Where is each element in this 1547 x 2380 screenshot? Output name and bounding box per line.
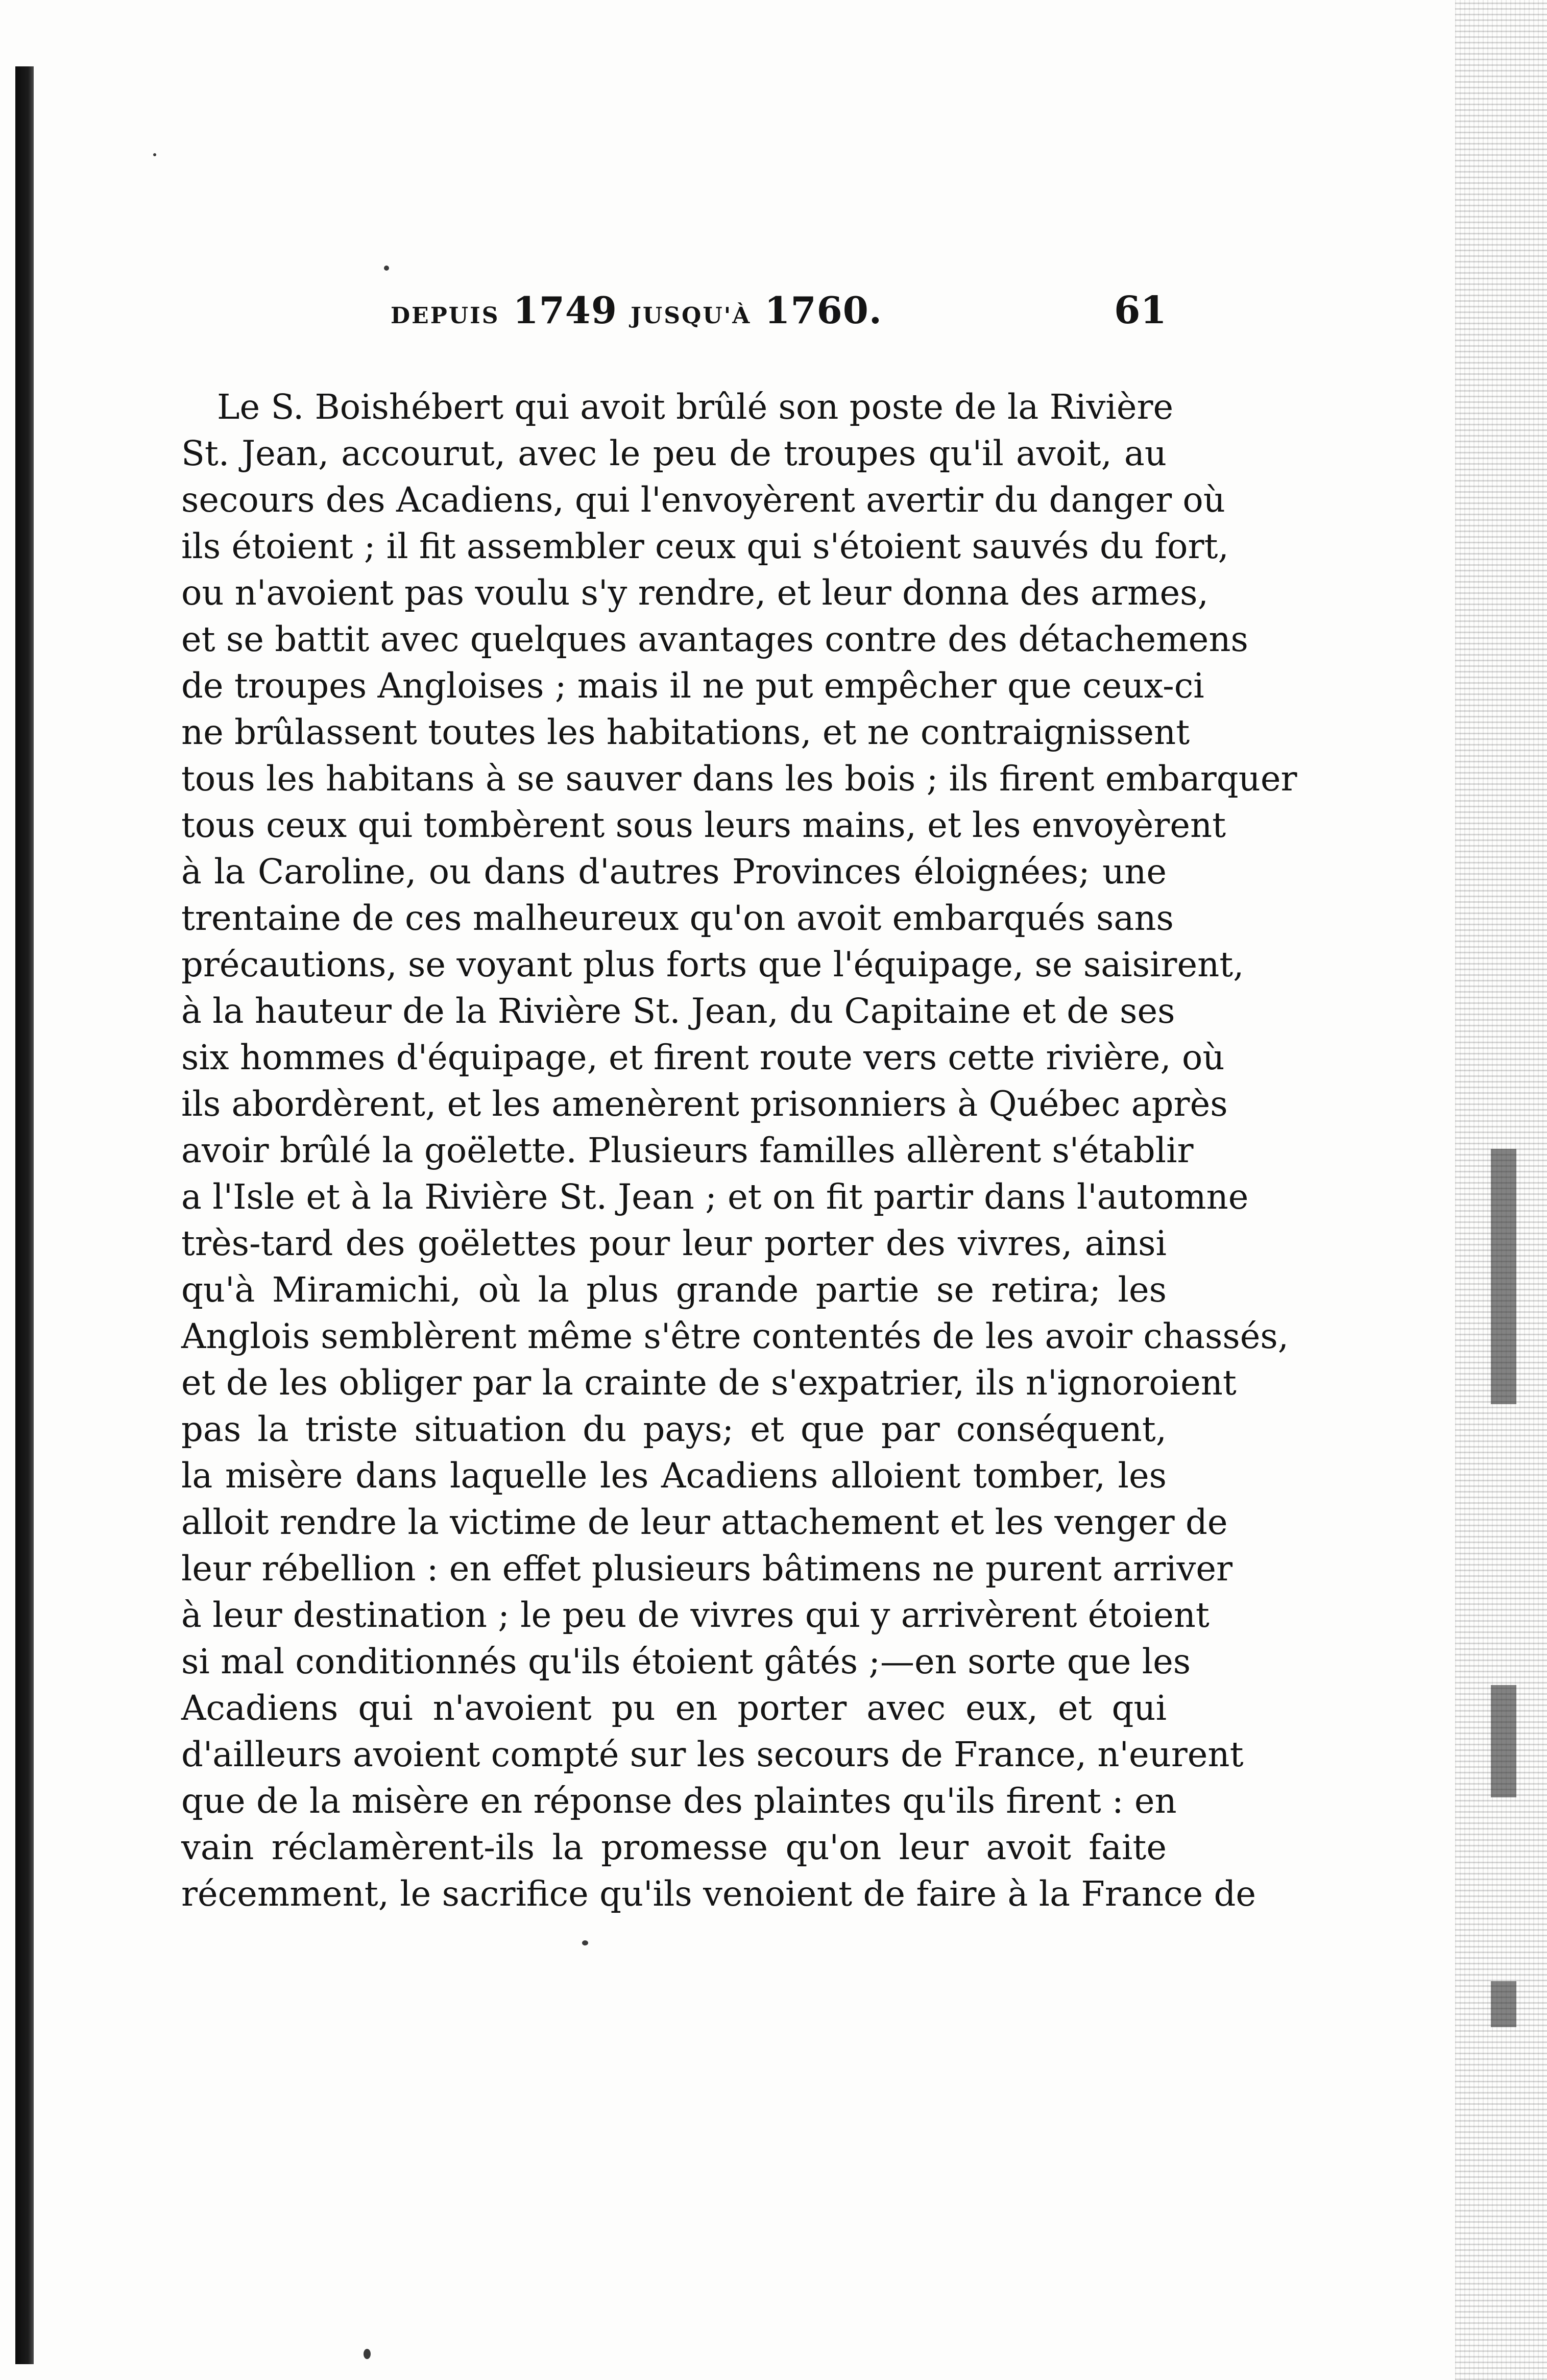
text-line: alloit rendre la victime de leur attachement et les venger de [181,1502,1228,1542]
text-line: et de les obliger par la crainte de s'expatrier, ils n'ignoroient [181,1363,1237,1403]
ink-speck [364,2349,371,2359]
text-line: si mal conditionnés qu'ils étoient gâtés ;—en sorte que les [181,1642,1191,1681]
running-head [391,289,882,332]
binding-shadow [15,66,34,2364]
text-line: la misère dans laquelle les Acadiens alloient tomber, les [181,1456,1167,1496]
text-line: précautions, se voyant plus forts que l'équipage, se saisirent, [181,945,1244,984]
text-line: Anglois semblèrent même s'être contentés de les avoir chassés, [181,1316,1289,1356]
text-line: à leur destination ; le peu de vivres qui y arrivèrent étoient [181,1595,1210,1635]
page-edge-shadow [1491,1685,1516,1797]
text-line: tous les habitans à se sauver dans les bois ; ils firent embarquer [181,759,1297,799]
text-line: St. Jean, accourut, avec le peu de troupes qu'il avoit, au [181,434,1167,473]
page-header [181,289,1167,345]
running-head-year-end: 1760. [764,289,882,332]
running-head-prefix: DEPUIS [391,303,500,329]
text-line: pas la triste situation du pays; et que par conséquent, [181,1409,1167,1449]
text-line: ou n'avoient pas voulu s'y rendre, et leur donna des armes, [181,573,1208,613]
body-text [181,384,1297,1917]
page-number: 61 [1114,289,1167,332]
text-line: ne brûlassent toutes les habitations, et ne contraignissent [181,712,1190,752]
text-line: trentaine de ces malheureux qu'on avoit embarqués sans [181,898,1174,938]
ink-speck [582,1940,588,1945]
text-line: et se battit avec quelques avantages contre des détachemens [181,619,1248,659]
text-line: d'ailleurs avoient compté sur les secours de France, n'eurent [181,1735,1244,1774]
page-edge-shadow [1491,1981,1516,2027]
text-line: de troupes Angloises ; mais il ne put empêcher que ceux-ci [181,666,1204,706]
ink-speck [153,153,156,156]
running-head-year-start: 1749 [513,289,617,332]
text-line: à la hauteur de la Rivière St. Jean, du Capitaine et de ses [181,991,1175,1031]
running-head-middle: JUSQU'À [631,303,752,329]
text-line: ils étoient ; il fit assembler ceux qui s'étoient sauvés du fort, [181,526,1229,566]
page-edge-shadow [1491,1149,1516,1404]
text-line: très-tard des goëlettes pour leur porter des vivres, ainsi [181,1223,1167,1263]
text-line: à la Caroline, ou dans d'autres Provinces éloignées; une [181,852,1167,892]
text-line: vain réclamèrent-ils la promesse qu'on leur avoit faite [181,1828,1167,1867]
text-line: tous ceux qui tombèrent sous leurs mains, et les envoyèrent [181,805,1226,845]
text-line: Acadiens qui n'avoient pu en porter avec eux, et qui [181,1688,1167,1728]
text-line: qu'à Miramichi, où la plus grande partie se retira; les [181,1270,1167,1310]
ink-speck [384,266,389,271]
text-line: leur rébellion : en effet plusieurs bâtimens ne purent arriver [181,1549,1233,1589]
text-line: récemment, le sacrifice qu'ils venoient de faire à la France de [181,1874,1256,1914]
text-line: Le S. Boishébert qui avoit brûlé son poste de la Rivière [217,387,1174,427]
text-line: que de la misère en réponse des plaintes qu'ils firent : en [181,1781,1177,1821]
text-line: a l'Isle et à la Rivière St. Jean ; et on fit partir dans l'automne [181,1177,1249,1217]
text-line: avoir brûlé la goëlette. Plusieurs familles allèrent s'établir [181,1131,1194,1170]
text-line: ils abordèrent, et les amenèrent prisonniers à Québec après [181,1084,1228,1124]
text-line: secours des Acadiens, qui l'envoyèrent avertir du danger où [181,480,1225,520]
text-line: six hommes d'équipage, et firent route vers cette rivière, où [181,1038,1225,1077]
